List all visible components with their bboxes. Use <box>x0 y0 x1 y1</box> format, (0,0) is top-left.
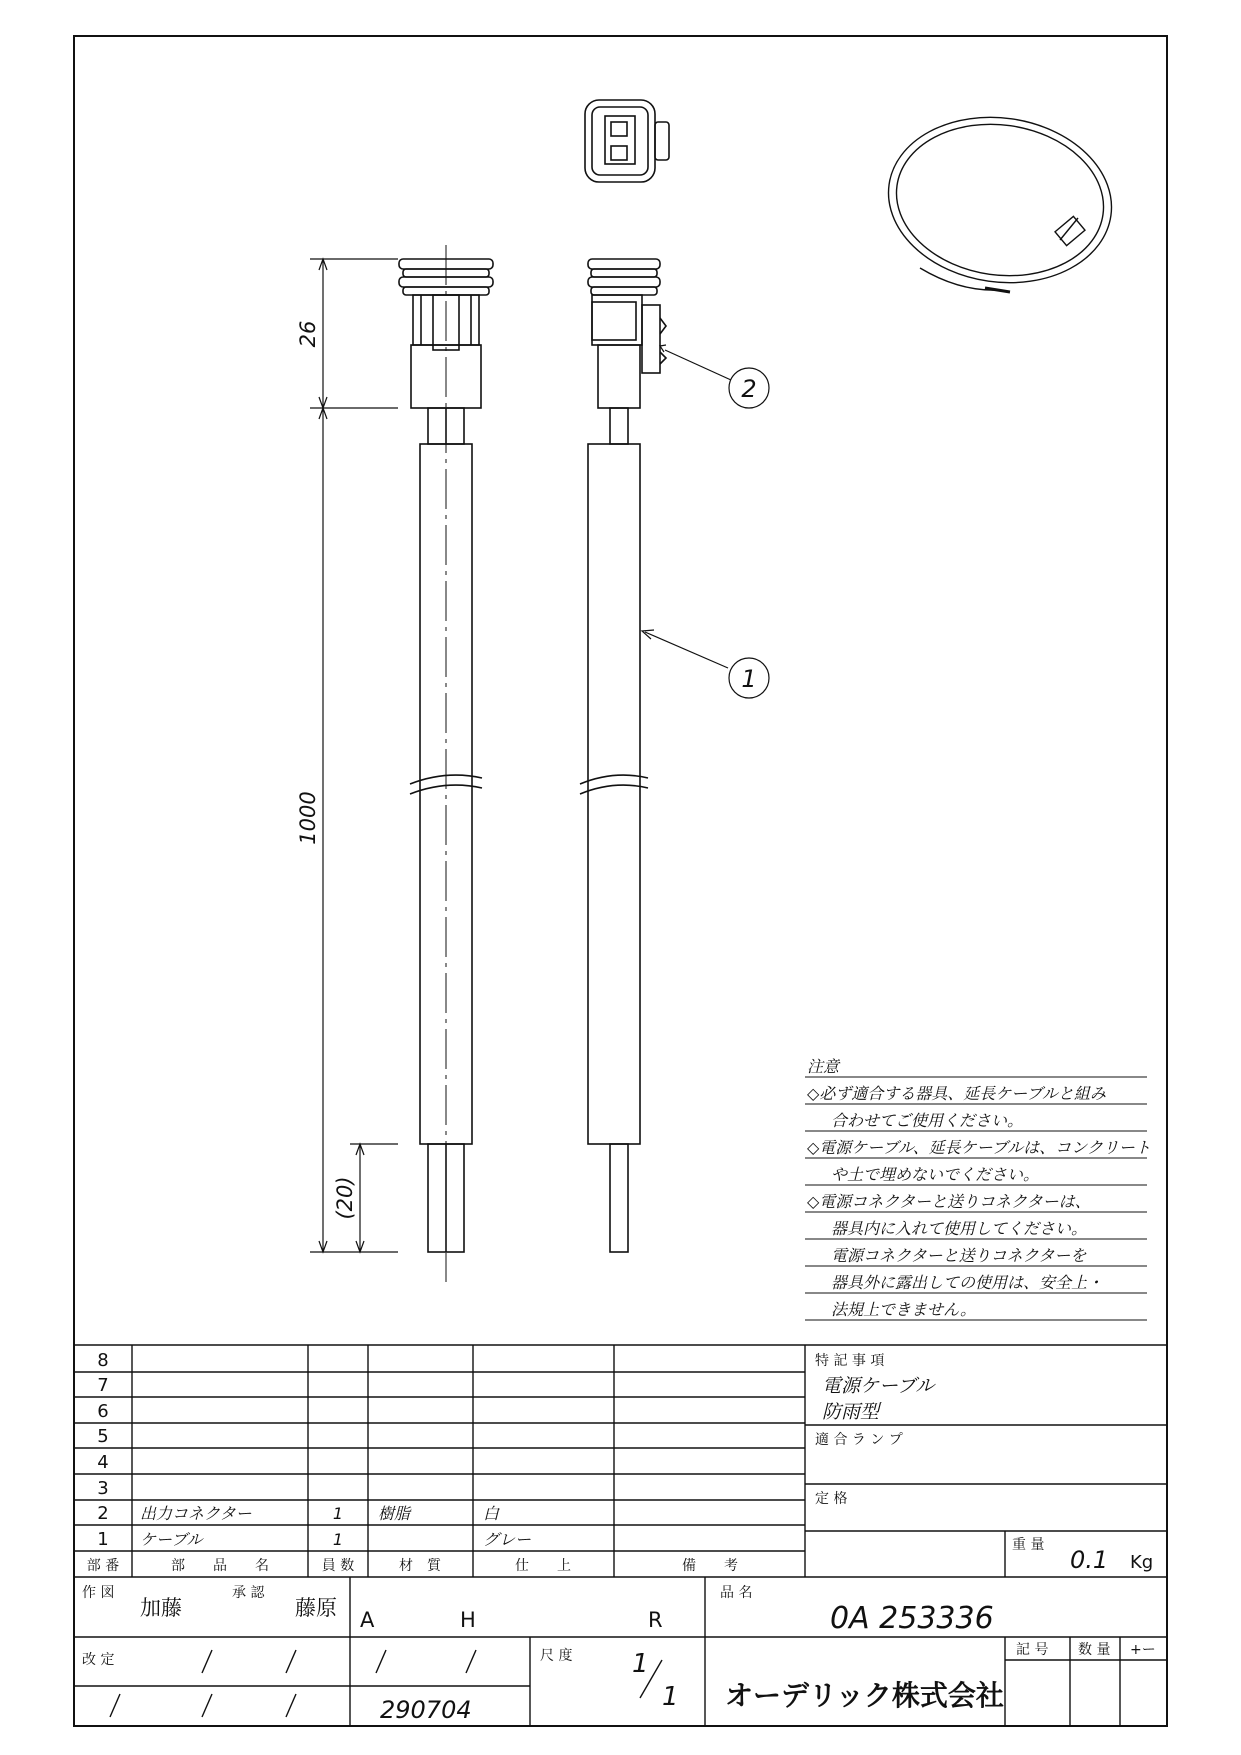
header-part-name: 部 品 名 <box>171 1558 269 1574</box>
scale-label: 尺 度 <box>540 1648 573 1664</box>
header-material: 材 質 <box>399 1558 441 1574</box>
part-row-number: 4 <box>97 1452 109 1473</box>
quantity-label: 数 量 <box>1078 1642 1111 1658</box>
header-part-no: 部 番 <box>86 1558 120 1574</box>
part-name: ケーブル <box>140 1530 203 1549</box>
dimension-lines <box>310 259 398 1252</box>
notes-title: 注意 <box>807 1057 840 1076</box>
scale-numerator: 1 <box>632 1649 649 1679</box>
rating-label: 定 格 <box>815 1491 848 1507</box>
header-qty: 員 数 <box>321 1558 355 1574</box>
part-row-number: 6 <box>97 1401 109 1422</box>
notes-box <box>805 1057 1151 1320</box>
part-qty: 1 <box>332 1530 344 1549</box>
part-row-number: 2 <box>97 1503 109 1524</box>
symbol-label: 記 号 <box>1016 1642 1049 1658</box>
revision-date: 290704 <box>380 1696 472 1724</box>
part-row-number: 1 <box>97 1529 109 1550</box>
part-finish: 白 <box>483 1504 500 1523</box>
drawn-by-label: 作 図 <box>82 1585 115 1601</box>
dim-connector-length: 26 <box>296 320 320 348</box>
part-finish: グレー <box>483 1530 532 1549</box>
connector-end-view <box>585 100 669 182</box>
part-row-number: 3 <box>97 1478 109 1499</box>
callout-2-label: 2 <box>741 375 757 403</box>
callout-1-label: 1 <box>741 665 757 693</box>
part-qty: 1 <box>332 1504 344 1523</box>
approved-by-name: 藤原 <box>295 1596 337 1620</box>
weight-label: 重 量 <box>1012 1537 1045 1553</box>
part-row-number: 7 <box>97 1375 109 1396</box>
grade-h: H <box>460 1608 476 1632</box>
approved-by-label: 承 認 <box>232 1585 265 1601</box>
lamp-label: 適 合 ラ ン プ <box>815 1432 903 1448</box>
part-row-number: 8 <box>97 1350 109 1371</box>
grade-r: R <box>648 1608 663 1632</box>
note-line: ◇電源ケーブル、延長ケーブルは、コンクリート <box>807 1138 1151 1157</box>
revision-label: 改 定 <box>82 1652 115 1668</box>
note-line: 器具内に入れて使用してください。 <box>831 1219 1088 1238</box>
scale-denominator: 1 <box>662 1682 679 1712</box>
special-note: 電源ケーブル <box>822 1375 935 1397</box>
special-notes-label: 特 記 事 項 <box>815 1353 885 1369</box>
note-line: や土で埋めないでください。 <box>831 1165 1040 1184</box>
dim-strip-length: (20) <box>333 1176 357 1220</box>
parts-table-grid <box>74 1345 1167 1726</box>
product-label: 品 名 <box>720 1585 753 1601</box>
header-remarks: 備 考 <box>682 1558 738 1574</box>
product-number: 0A 253336 <box>830 1601 994 1636</box>
special-note: 防雨型 <box>822 1401 880 1423</box>
grade-a: A <box>360 1608 375 1632</box>
side-view <box>580 259 666 1252</box>
part-material: 樹脂 <box>378 1504 411 1523</box>
dim-cable-length: 1000 <box>296 791 320 845</box>
note-line: 法規上できません。 <box>831 1300 976 1319</box>
cable-coil-sketch <box>878 103 1123 297</box>
company-name: オーデリック株式会社 <box>725 1679 1004 1712</box>
header-finish: 仕 上 <box>515 1558 571 1574</box>
drawn-by-name: 加藤 <box>140 1596 182 1620</box>
part-row-number: 5 <box>97 1426 109 1447</box>
note-line: ◇必ず適合する器具、延長ケーブルと組み <box>807 1084 1106 1103</box>
part-name: 出力コネクター <box>140 1504 252 1523</box>
note-line: 電源コネクターと送りコネクターを <box>831 1246 1087 1265</box>
plusminus-label: +ー <box>1130 1642 1156 1658</box>
front-view <box>399 245 493 1282</box>
note-line: ◇電源コネクターと送りコネクターは、 <box>807 1192 1091 1211</box>
weight-unit: Kg <box>1130 1552 1154 1573</box>
note-line: 合わせてご使用ください。 <box>831 1111 1024 1130</box>
note-line: 器具外に露出しての使用は、安全上・ <box>831 1273 1104 1292</box>
weight-value: 0.1 <box>1070 1546 1109 1574</box>
